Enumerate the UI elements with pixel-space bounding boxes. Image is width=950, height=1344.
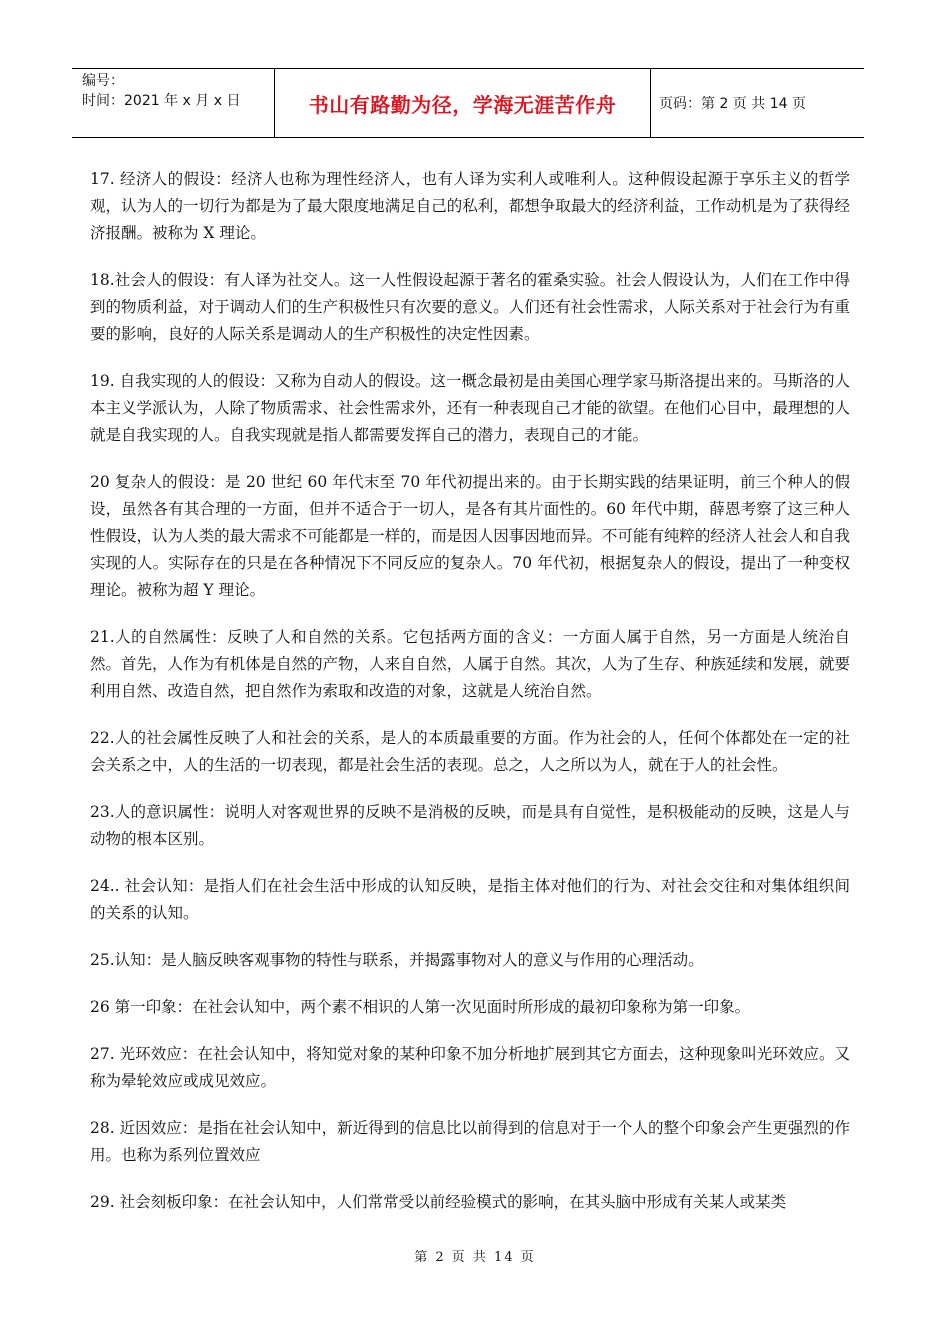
paragraph: 25.认知：是人脑反映客观事物的特性与联系，并揭露事物对人的意义与作用的心理活动。: [90, 951, 704, 969]
paragraph: 22.人的社会属性反映了人和社会的关系，是人的本质最重要的方面。作为社会的人，任何个体都处在一定的社会关系之中，人的生活的一切表现，都是社会生活的表现。总之，人之所以为人，就在于人的社会性。: [90, 729, 850, 774]
page-footer: [0, 1246, 950, 1265]
paragraph: 24.. 社会认知：是指人们在社会生活中形成的认知反映，是指主体对他们的行为、对社会交往和对集体组织间的关系的认知。: [90, 877, 850, 922]
paragraph: 26 第一印象：在社会认知中，两个素不相识的人第一次见面时所形成的最初印象称为第一印象。: [90, 998, 751, 1016]
paragraph: 20 复杂人的假设：是 20 世纪 60 年代末至 70 年代初提出来的。由于长期实践的结果证明，前三个种人的假设，虽然各有其合理的一方面，但并不适合于一切人，是各有其片面性的。60 年代中期，薛恩考察了这三种人性假设，认为人类的最大需求不可能都是一样的，而是因人因事因地而异。不可能有纯粹的经济人社会人和自我实现的人。实际存在的只是在各种情况下不同反应的复杂人。70 年代初，根据复杂人的假设，提出了一种变权理论。被称为超 Y 理论。: [90, 473, 850, 599]
footer-page-number: 第 2 页 共 14 页: [414, 1250, 536, 1265]
paragraph: 29. 社会刻板印象：在社会认知中，人们常常受以前经验模式的影响，在其头脑中形成有关某人或某类: [90, 1193, 787, 1211]
header-motto: 书山有路勤为径，学海无涯苦作舟: [308, 92, 617, 117]
paragraph: 19. 自我实现的人的假设：又称为自动人的假设。这一概念最初是由美国心理学家马斯洛提出来的。马斯洛的人本主义学派认为，人除了物质需求、社会性需求外，还有一种表现自己才能的欲望。在他们心目中，最理想的人就是自我实现的人。自我实现就是指人都需要发挥自己的潜力，表现自己的才能。: [90, 372, 850, 444]
paragraph: 28. 近因效应：是指在社会认知中，新近得到的信息比以前得到的信息对于一个人的整个印象会产生更强烈的作用。也称为系列位置效应: [90, 1119, 850, 1164]
document-body: [90, 166, 850, 1236]
paragraph: 17. 经济人的假设：经济人也称为理性经济人，也有人译为实利人或唯利人。这种假设起源于享乐主义的哲学观，认为人的一切行为都是为了最大限度地满足自己的私利，都想争取最大的经济利益，工作动机是为了获得经济报酬。被称为 X 理论。: [90, 170, 850, 242]
header-page-cell: [651, 69, 864, 137]
paragraph: 27. 光环效应：在社会认知中，将知觉对象的某种印象不加分析地扩展到其它方面去，这种现象叫光环效应。又称为晕轮效应或成见效应。: [90, 1045, 850, 1090]
document-time-label: 时间：2021 年 x 月 x 日: [82, 93, 241, 109]
header-page-label: 页码：第 2 页 共 14 页: [659, 96, 806, 112]
paragraph: 18.社会人的假设：有人译为社交人。这一人性假设起源于著名的霍桑实验。社会人假设认为，人们在工作中得到的物质利益，对于调动人们的生产积极性只有次要的意义。人们还有社会性需求，人际关系对于社会行为有重要的影响，良好的人际关系是调动人的生产积极性的决定性因素。: [90, 271, 850, 343]
document-number-label: 编号：: [82, 73, 124, 89]
page-header: [72, 68, 864, 138]
header-meta: [72, 69, 275, 137]
header-motto-cell: [275, 69, 651, 137]
paragraph: 23.人的意识属性：说明人对客观世界的反映不是消极的反映，而是具有自觉性，是积极能动的反映，这是人与动物的根本区别。: [90, 803, 850, 848]
paragraph: 21.人的自然属性：反映了人和自然的关系。它包括两方面的含义：一方面人属于自然，另一方面是人统治自然。首先，人作为有机体是自然的产物，人来自自然，人属于自然。其次，人为了生存、种族延续和发展，就要利用自然、改造自然，把自然作为索取和改造的对象，这就是人统治自然。: [90, 628, 850, 700]
